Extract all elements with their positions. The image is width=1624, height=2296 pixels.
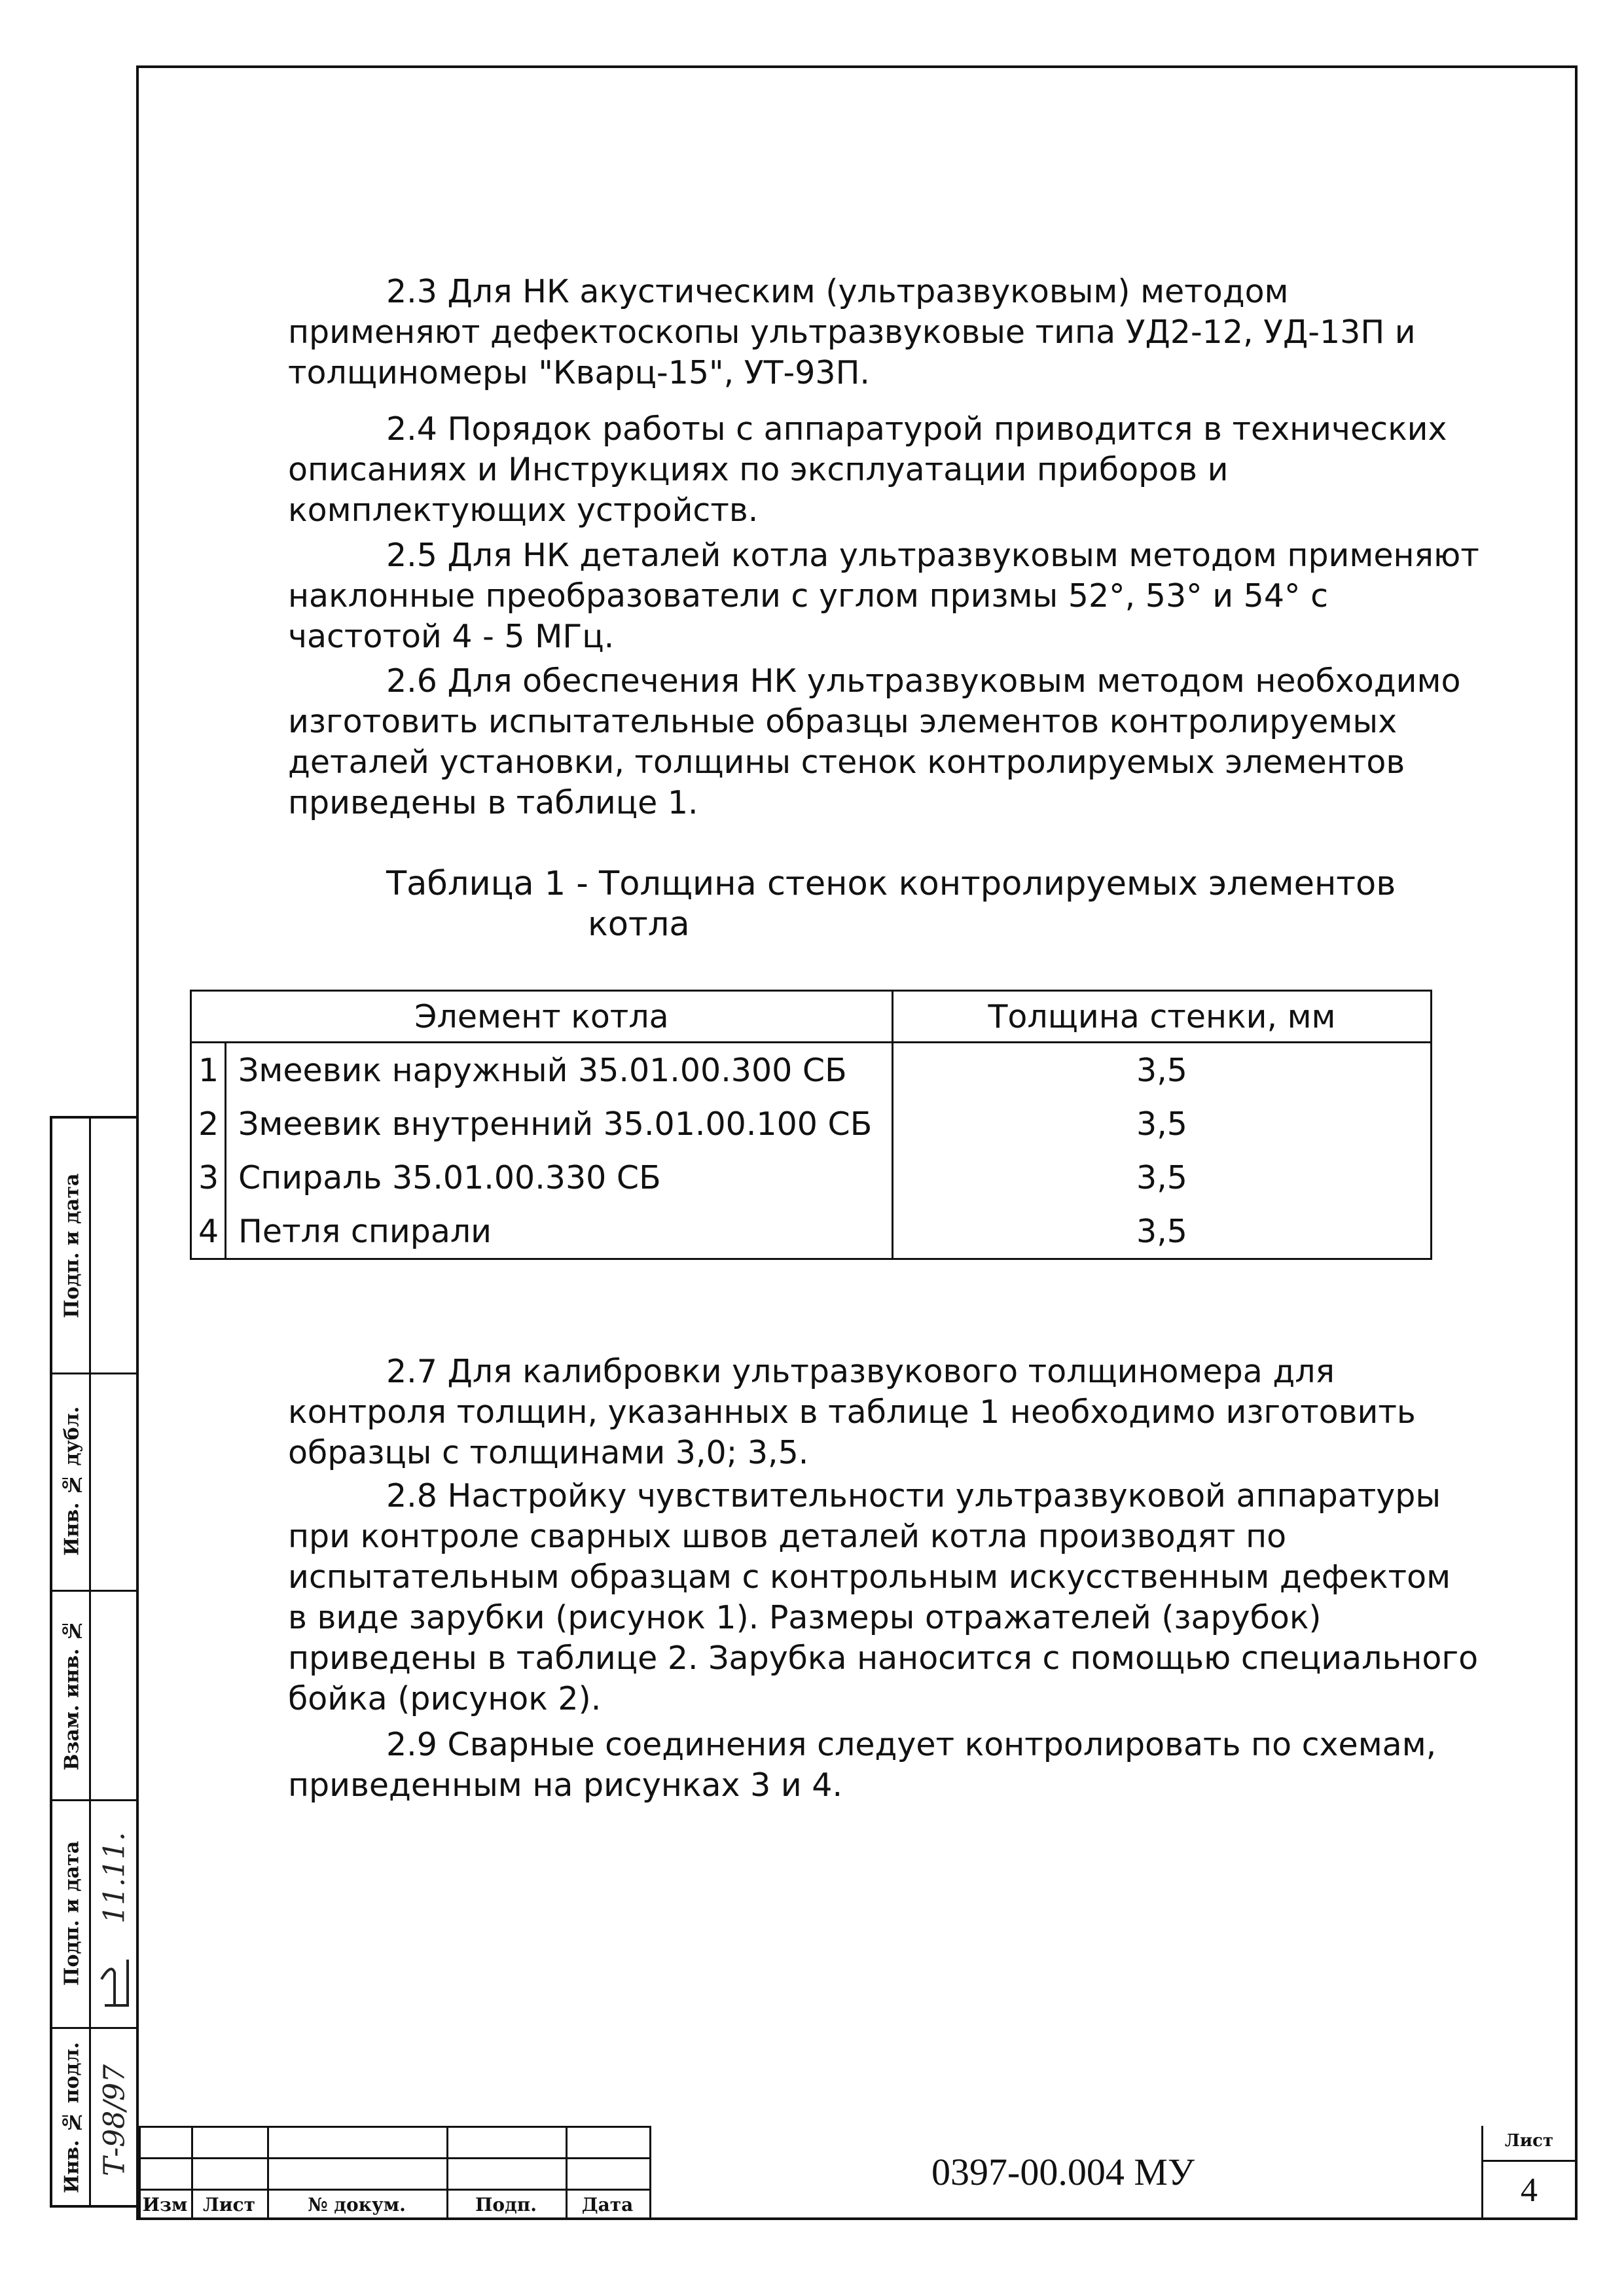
wall-thickness: 3,5 bbox=[893, 1151, 1432, 1204]
paragraph-2-6 bbox=[288, 661, 1479, 823]
stamp-label-dup-inv: Инв. № дубл. bbox=[60, 1406, 84, 1556]
element-name: Петля спирали bbox=[226, 1204, 893, 1259]
row-number: 3 bbox=[191, 1151, 226, 1204]
col-header-sheet: Лист bbox=[203, 2193, 255, 2215]
stamp-label-replace-inv: Взам. инв. № bbox=[60, 1619, 84, 1770]
signature-icon bbox=[92, 1950, 137, 2022]
paragraph-number: 2.4 bbox=[386, 410, 437, 448]
stamp-label-sign-date-2: Подп. и дата bbox=[60, 1840, 84, 1986]
paragraph-text: Для обеспечения НК ультразвуковым методом необходимо изготовить испытательные образцы элементов контролируемых деталей установки, толщины стенок контролируемых элементов приведены в таблице 1. bbox=[288, 662, 1461, 821]
handwritten-date: 11.11. bbox=[98, 1832, 132, 1924]
paragraph-number: 2.5 bbox=[386, 537, 437, 574]
paragraph-number: 2.8 bbox=[386, 1477, 437, 1515]
wall-thickness: 3,5 bbox=[893, 1204, 1432, 1259]
stamp-label-sign-date: Подп. и дата bbox=[60, 1173, 84, 1318]
row-number: 2 bbox=[191, 1097, 226, 1151]
table-caption-line2: котла bbox=[588, 905, 690, 944]
wall-thickness: 3,5 bbox=[893, 1097, 1432, 1151]
paragraph-text: Настройку чувствительности ультразвуковой аппаратуры при контроле сварных швов деталей котла производят по испытательным образцам с контрольным искусственным дефектом в виде зарубки (рисунок 1). Размеры отражателей (зарубок) приведены в таблице 2. Зарубка наносится с помощью специального бойка (рисунок 2). bbox=[288, 1477, 1479, 1717]
element-name: Спираль 35.01.00.330 СБ bbox=[226, 1151, 893, 1204]
sheet-label: Лист bbox=[1504, 2131, 1554, 2151]
table-row bbox=[191, 1204, 1432, 1259]
title-block bbox=[139, 2126, 1575, 2217]
table-caption bbox=[386, 864, 1396, 945]
paragraph-text: Для НК деталей котла ультразвуковым методом применяют наклонные преобразователи с углом призмы 52°, 53° и 54° с частотой 4 - 5 МГц. bbox=[288, 537, 1479, 655]
paragraph-2-5 bbox=[288, 535, 1479, 657]
row-number: 4 bbox=[191, 1204, 226, 1259]
paragraph-text: Для НК акустическим (ультразвуковым) методом применяют дефектоскопы ультразвуковые типа УД2-12, УД-13П и толщиномеры "Кварц-15", УТ-93П. bbox=[288, 273, 1416, 391]
element-name: Змеевик внутренний 35.01.00.100 СБ bbox=[226, 1097, 893, 1151]
table-row bbox=[191, 1043, 1432, 1098]
column-header-thickness: Толщина стенки, мм bbox=[893, 991, 1432, 1043]
col-header-date: Дата bbox=[581, 2193, 634, 2215]
paragraph-number: 2.9 bbox=[386, 1726, 437, 1763]
paragraph-2-8 bbox=[288, 1476, 1479, 1719]
paragraph-2-3 bbox=[288, 272, 1479, 393]
paragraph-number: 2.7 bbox=[386, 1353, 437, 1390]
wall-thickness: 3,5 bbox=[893, 1043, 1432, 1098]
paragraph-text: Для калибровки ультразвукового толщиномера для контроля толщин, указанных в таблице 1 необходимо изготовить образцы с толщинами 3,0; 3,5. bbox=[288, 1353, 1416, 1471]
col-header-signature: Подп. bbox=[475, 2193, 537, 2215]
paragraph-2-9 bbox=[288, 1725, 1479, 1806]
table-caption-line1: Таблица 1 - Толщина стенок контролируемых элементов bbox=[386, 865, 1396, 903]
paragraph-2-7 bbox=[288, 1352, 1479, 1473]
document-code: 0397-00.004 МУ bbox=[931, 2150, 1195, 2193]
thickness-table bbox=[190, 990, 1432, 1260]
paragraph-number: 2.6 bbox=[386, 662, 437, 700]
sheet-number: 4 bbox=[1521, 2171, 1538, 2209]
col-header-doc-number: № докум. bbox=[308, 2193, 406, 2215]
element-name: Змеевик наружный 35.01.00.300 СБ bbox=[226, 1043, 893, 1098]
paragraph-text: Сварные соединения следует контролировать по схемам, приведенным на рисунках 3 и 4. bbox=[288, 1726, 1437, 1804]
col-header-change: Изм bbox=[142, 2193, 188, 2215]
table-row bbox=[191, 1151, 1432, 1204]
paragraph-2-4 bbox=[288, 409, 1479, 531]
table-header-row bbox=[191, 991, 1432, 1043]
paragraph-number: 2.3 bbox=[386, 273, 437, 310]
side-stamp bbox=[50, 1116, 139, 2208]
column-header-element: Элемент котла bbox=[191, 991, 893, 1043]
stamp-label-orig-inv: Инв. № подл. bbox=[60, 2041, 84, 2193]
paragraph-text: Порядок работы с аппаратурой приводится в технических описаниях и Инструкциях по эксплуатации приборов и комплектующих устройств. bbox=[288, 410, 1447, 529]
row-number: 1 bbox=[191, 1043, 226, 1098]
table-row bbox=[191, 1097, 1432, 1151]
handwritten-inv-number: Т-98/97 bbox=[98, 2064, 132, 2176]
